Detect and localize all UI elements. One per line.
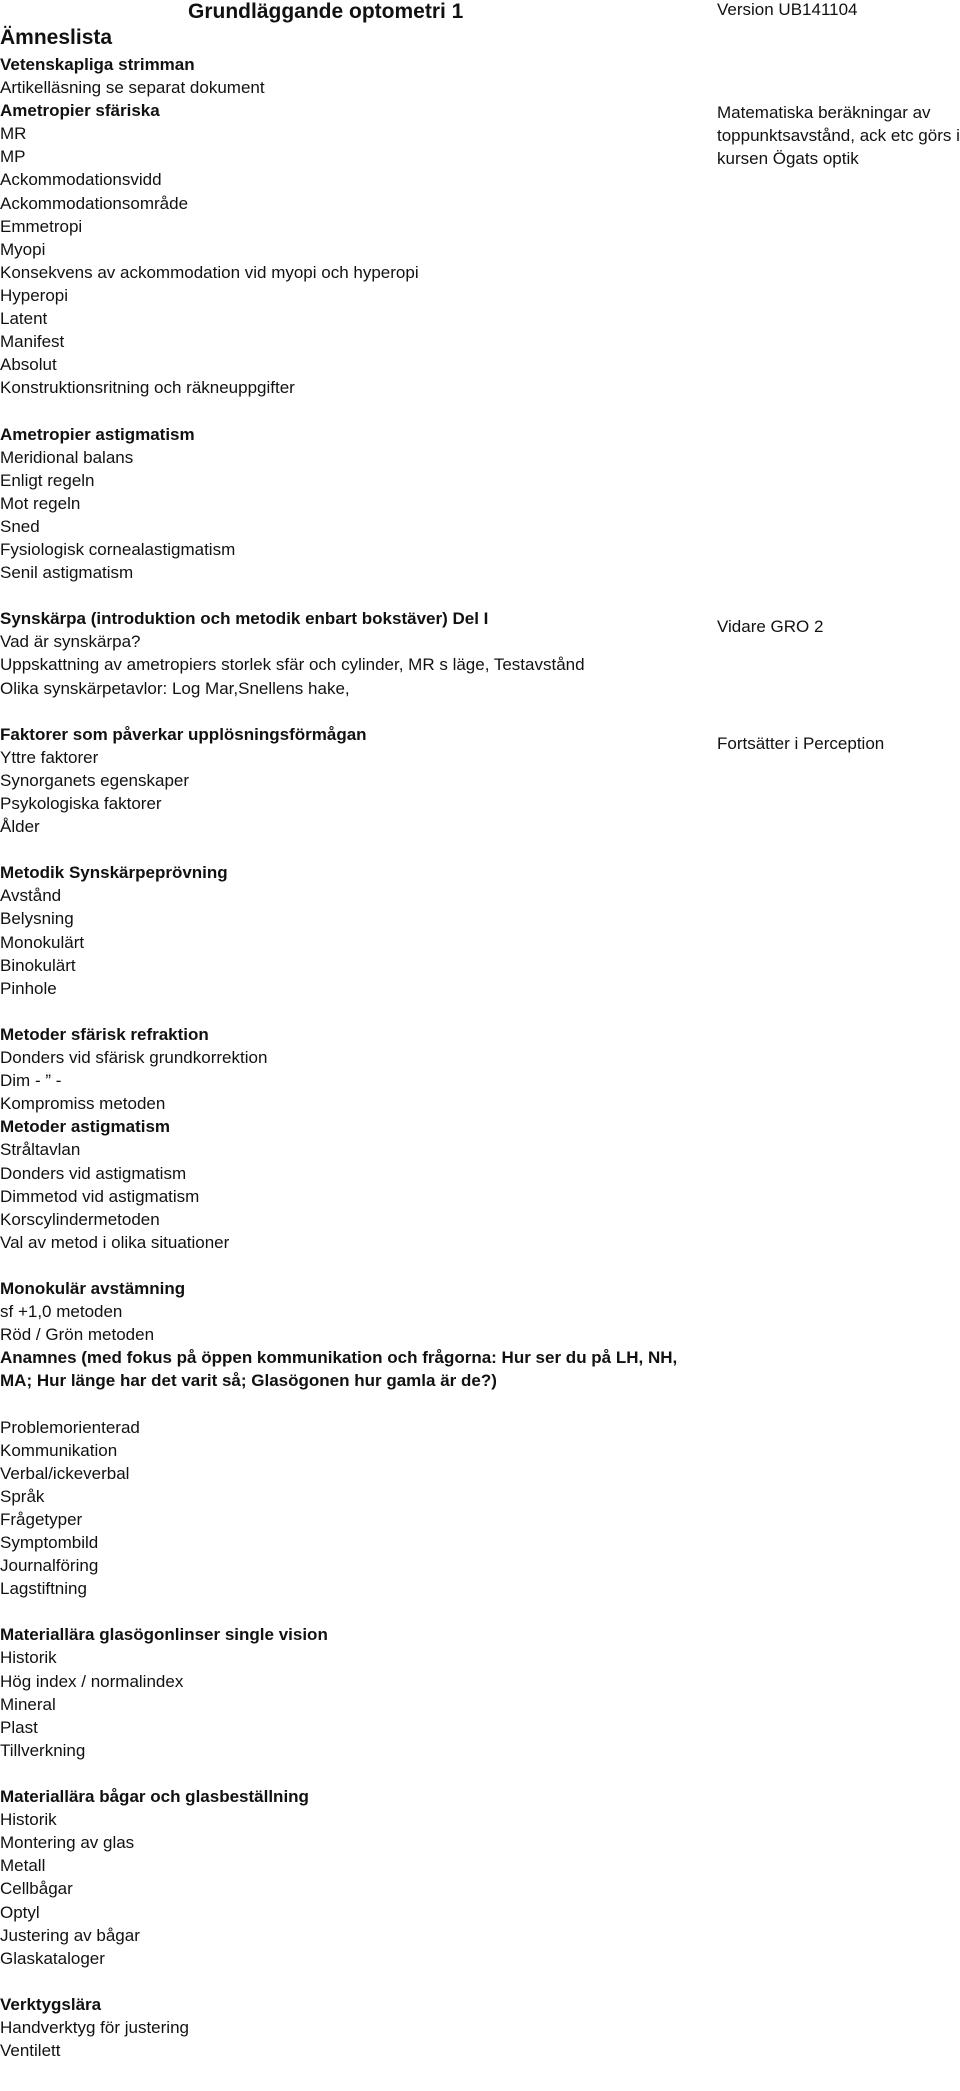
list-item: Ackommodationsvidd: [0, 170, 162, 190]
list-item: Kompromiss metoden: [0, 1094, 166, 1114]
list-item: Sned: [0, 516, 40, 536]
list-item: Glaskataloger: [0, 1948, 105, 1968]
list-item: Fysiologisk cornealastigmatism: [0, 539, 236, 559]
list-item: Latent: [0, 309, 48, 329]
list-item: Olika synskärpetavlor: Log Mar,Snellens hake,: [0, 678, 350, 698]
list-item: Val av metod i olika situationer: [0, 1232, 230, 1252]
list-item: Artikelläsning se separat dokument: [0, 78, 265, 98]
list-item: Ventilett: [0, 2041, 61, 2061]
list-item: MR: [0, 124, 27, 144]
list-item: Frågetyper: [0, 1509, 83, 1529]
list-item: Röd / Grön metoden: [0, 1325, 155, 1345]
list-item: Myopi: [0, 239, 46, 259]
list-item: Donders vid astigmatism: [0, 1163, 187, 1183]
list-item: Hög index / normalindex: [0, 1671, 184, 1691]
list-item: Kommunikation: [0, 1440, 118, 1460]
list-item: Mineral: [0, 1694, 56, 1714]
section-heading: Ametropier astigmatism: [0, 424, 195, 444]
list-item: Pinhole: [0, 978, 57, 998]
list-item: Ålder: [0, 817, 40, 837]
list-item: Meridional balans: [0, 447, 134, 467]
list-item: Plast: [0, 1717, 38, 1737]
version-label: Version UB141104: [717, 0, 858, 19]
list-item: Montering av glas: [0, 1833, 135, 1853]
list-item: Hyperopi: [0, 285, 69, 305]
spacer: [0, 1254, 712, 1277]
list-item: Tillverkning: [0, 1740, 86, 1760]
list-item: Manifest: [0, 332, 65, 352]
section-heading: Monokulär avstämning: [0, 1278, 186, 1298]
list-item: MP: [0, 147, 26, 167]
list-item: Uppskattning av ametropiers storlek sfär och cylinder, MR s läge, Testavstånd: [0, 655, 585, 675]
list-item: Ackommodationsområde: [0, 193, 189, 213]
side-note-math: Matematiska beräkningar av toppunktsavstånd, ack etc görs i kursen Ögats optik: [717, 103, 960, 168]
list-item: Mot regeln: [0, 493, 81, 513]
list-item: Absolut: [0, 355, 57, 375]
list-item: Psykologiska faktorer: [0, 794, 162, 813]
section-heading: Anamnes (med fokus på öppen kommunikation och frågorna: Hur ser du på LH, NH, MA; Hur länge har det varit så; Glasögonen hur gamla är de?): [0, 1348, 678, 1391]
spacer: [0, 838, 712, 861]
list-item: Binokulärt: [0, 955, 76, 975]
list-item: Journalföring: [0, 1556, 99, 1576]
list-item: sf +1,0 metoden: [0, 1302, 123, 1322]
section-heading: Synskärpa (introduktion och metodik enbart bokstäver) Del I: [0, 609, 489, 629]
side-note-gro2: Vidare GRO 2: [717, 617, 824, 636]
section-heading: Ametropier sfäriska: [0, 101, 160, 121]
topic-content: [0, 53, 712, 2062]
list-item: Konstruktionsritning och räkneuppgifter: [0, 378, 295, 398]
list-item: Handverktyg för justering: [0, 2017, 189, 2037]
list-item: Korscylindermetoden: [0, 1209, 160, 1229]
list-item: Metall: [0, 1856, 46, 1876]
section-heading: Materiallära glasögonlinser single vision: [0, 1625, 328, 1645]
list-item: Enligt regeln: [0, 470, 95, 490]
list-item: Stråltavlan: [0, 1140, 81, 1160]
list-item: Avstånd: [0, 886, 62, 906]
list-item: Problemorienterad: [0, 1417, 140, 1437]
list-item: Synorganets egenskaper: [0, 770, 190, 790]
list-item: Historik: [0, 1810, 57, 1830]
list-item: Cellbågar: [0, 1879, 73, 1899]
section-heading: Verktygslära: [0, 1994, 102, 2014]
section-heading: Metoder sfärisk refraktion: [0, 1024, 209, 1044]
list-item: Monokulärt: [0, 932, 85, 952]
list-item: Justering av bågar: [0, 1925, 140, 1945]
spacer: [0, 1762, 712, 1785]
list-item: Senil astigmatism: [0, 563, 134, 583]
topic-list-heading: Ämneslista: [0, 26, 113, 49]
spacer: [0, 584, 712, 607]
list-item: Belysning: [0, 909, 74, 929]
spacer: [0, 1970, 712, 1993]
spacer: [0, 1600, 712, 1623]
spacer: [0, 1392, 712, 1415]
list-item: Dimmetod vid astigmatism: [0, 1186, 200, 1206]
side-note-perception: Fortsätter i Perception: [717, 734, 885, 753]
section-heading: Metoder astigmatism: [0, 1117, 171, 1137]
spacer: [0, 1000, 712, 1023]
list-item: Konsekvens av ackommodation vid myopi och hyperopi: [0, 262, 419, 282]
list-item: Språk: [0, 1486, 45, 1506]
section-heading: Metodik Synskärpeprövning: [0, 863, 228, 883]
list-item: Yttre faktorer: [0, 747, 99, 767]
document-title: Grundläggande optometri 1: [188, 0, 464, 23]
list-item: Optyl: [0, 1902, 40, 1922]
list-item: Emmetropi: [0, 216, 83, 236]
list-item: Donders vid sfärisk grundkorrektion: [0, 1048, 268, 1068]
list-item: Dim - ” -: [0, 1071, 62, 1091]
section-heading: Faktorer som påverkar upplösningsförmågan: [0, 724, 367, 744]
list-item: Symptombild: [0, 1533, 99, 1552]
list-item: Lagstiftning: [0, 1579, 87, 1599]
list-item: Vad är synskärpa?: [0, 632, 141, 652]
section-heading: Vetenskapliga strimman: [0, 55, 195, 74]
section-heading: Materiallära bågar och glasbeställning: [0, 1787, 309, 1807]
spacer: [0, 700, 712, 723]
spacer: [0, 399, 712, 422]
list-item: Verbal/ickeverbal: [0, 1463, 130, 1483]
list-item: Historik: [0, 1648, 57, 1668]
document-header: [0, 0, 960, 28]
